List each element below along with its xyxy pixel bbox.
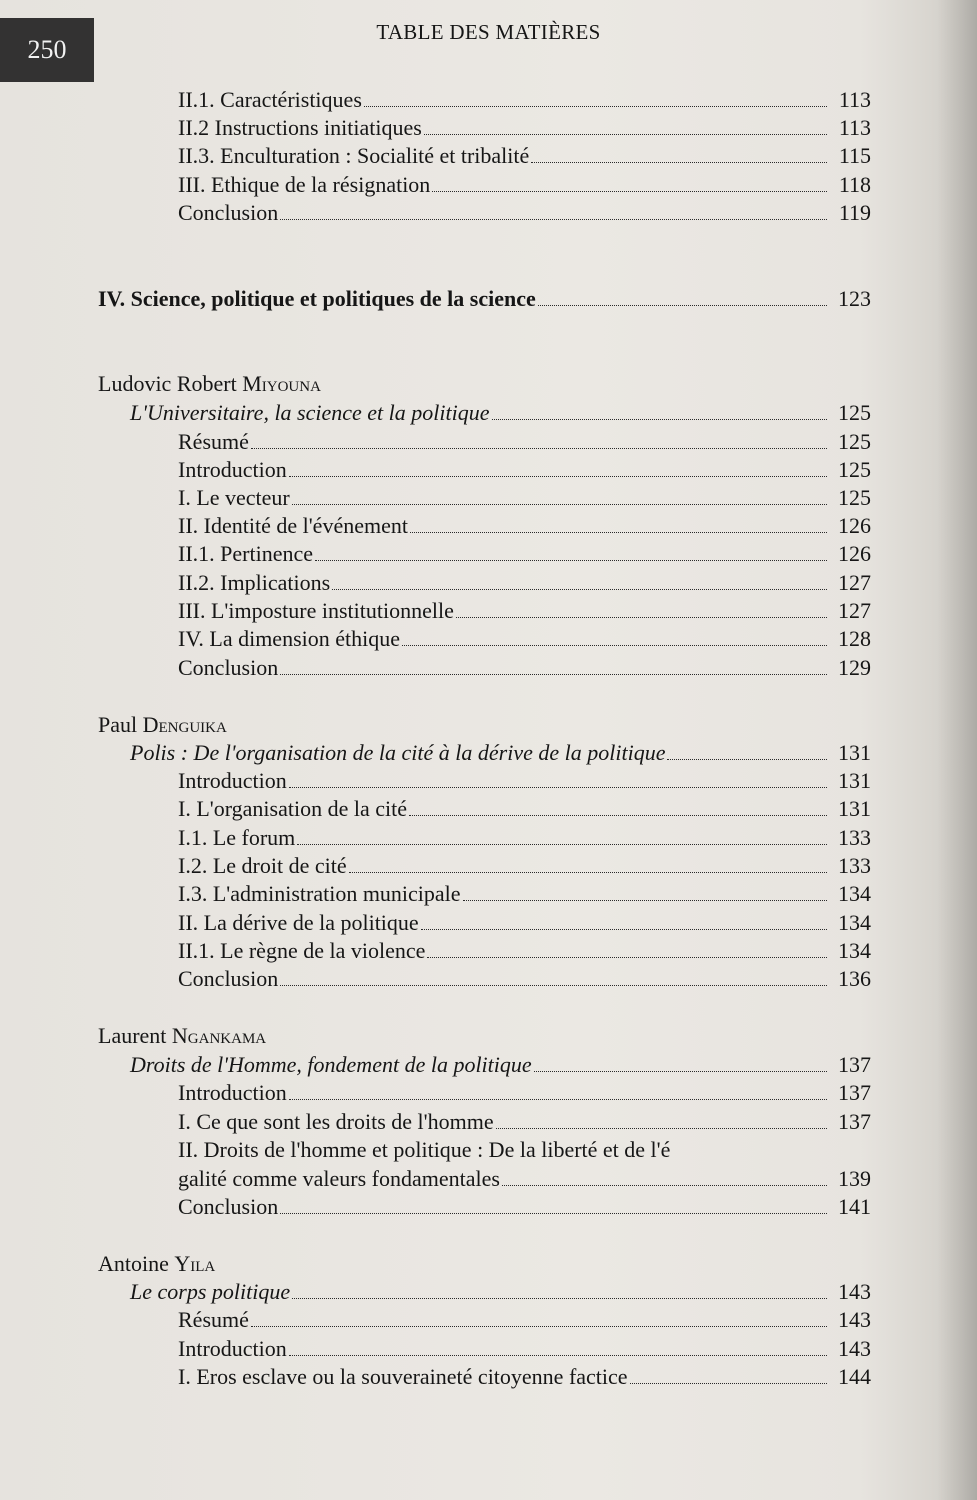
toc-entry[interactable] bbox=[178, 171, 871, 199]
toc-entry-title: Introduction bbox=[178, 768, 287, 793]
toc-entry-title: I.1. Le forum bbox=[178, 825, 296, 850]
toc-entry-title: IV. La dimension éthique bbox=[178, 626, 400, 651]
author-name bbox=[98, 1022, 266, 1050]
toc-entry-page: 143 bbox=[838, 1307, 871, 1332]
toc-entry[interactable] bbox=[178, 1108, 871, 1136]
article-page: 131 bbox=[838, 740, 871, 765]
toc-entry[interactable] bbox=[178, 767, 871, 795]
toc-entry-title-line1[interactable]: II. Droits de l'homme et politique : De la liberté et de l'é bbox=[178, 1137, 671, 1162]
leader-dots bbox=[364, 106, 827, 107]
toc-entry-title: III. Ethique de la résignation bbox=[178, 172, 431, 197]
toc-entry-title: II.2. Implications bbox=[178, 570, 331, 595]
toc-entry-page: 131 bbox=[838, 768, 871, 793]
article-title: Polis : De l'organisation de la cité à la dérive de la politique bbox=[130, 740, 666, 765]
leader-dots bbox=[538, 305, 827, 306]
toc-entry-page: 134 bbox=[838, 910, 871, 935]
leader-dots bbox=[421, 929, 827, 930]
leader-dots bbox=[292, 1298, 827, 1299]
toc-entry-title: II.3. Enculturation : Socialité et tribalité bbox=[178, 143, 530, 168]
leader-dots bbox=[289, 787, 827, 788]
toc-entry[interactable] bbox=[178, 1193, 871, 1221]
leader-dots bbox=[349, 872, 827, 873]
toc-entry[interactable] bbox=[178, 597, 871, 625]
author-first-name: Ludovic Robert bbox=[98, 371, 237, 396]
toc-entry-page: 128 bbox=[838, 626, 871, 651]
toc-entry[interactable] bbox=[178, 909, 871, 937]
toc-entry-title: II.1. Le règne de la violence bbox=[178, 938, 426, 963]
article-title-entry[interactable] bbox=[130, 739, 871, 767]
toc-entry-title: Conclusion bbox=[178, 1194, 279, 1219]
toc-entry-title: Conclusion bbox=[178, 200, 279, 225]
leader-dots bbox=[251, 1326, 827, 1327]
author-name bbox=[98, 370, 321, 398]
toc-entry-page: 125 bbox=[838, 429, 871, 454]
toc-entry-page: 133 bbox=[838, 853, 871, 878]
article-title: Le corps politique bbox=[130, 1279, 291, 1304]
author-last-name: Ngankama bbox=[171, 1023, 267, 1048]
toc-entry[interactable] bbox=[178, 1363, 871, 1391]
leader-dots bbox=[630, 1383, 827, 1384]
leader-dots bbox=[251, 448, 827, 449]
toc-entry-title: Introduction bbox=[178, 1336, 287, 1361]
toc-part-heading[interactable] bbox=[98, 285, 871, 313]
leader-dots bbox=[289, 476, 827, 477]
toc-entry-title: Résumé bbox=[178, 429, 249, 454]
toc-entry-page: 137 bbox=[838, 1080, 871, 1105]
toc-entry[interactable] bbox=[178, 199, 871, 227]
leader-dots bbox=[280, 1213, 827, 1214]
leader-dots bbox=[496, 1128, 827, 1129]
toc-entry[interactable] bbox=[178, 654, 871, 682]
toc-entry-page: 133 bbox=[838, 825, 871, 850]
toc-entry[interactable] bbox=[178, 880, 871, 908]
author-first-name: Laurent bbox=[98, 1023, 167, 1048]
toc-entry[interactable] bbox=[178, 86, 871, 114]
toc-entry-page: 141 bbox=[838, 1194, 871, 1219]
toc-entry-page: 139 bbox=[838, 1166, 871, 1191]
toc-entry[interactable] bbox=[178, 852, 871, 880]
leader-dots bbox=[292, 504, 827, 505]
toc-entry[interactable] bbox=[178, 512, 871, 540]
article-title: L'Universitaire, la science et la politique bbox=[130, 400, 490, 425]
leader-dots bbox=[289, 1355, 827, 1356]
toc-entry[interactable] bbox=[178, 142, 871, 170]
toc-entry-page: 125 bbox=[838, 485, 871, 510]
article-page: 125 bbox=[838, 400, 871, 425]
toc-entry[interactable] bbox=[178, 540, 871, 568]
leader-dots bbox=[289, 1099, 827, 1100]
leader-dots bbox=[534, 1071, 827, 1072]
author-last-name: Yila bbox=[174, 1251, 216, 1276]
toc-entry[interactable] bbox=[178, 456, 871, 484]
part-page: 123 bbox=[838, 286, 871, 311]
toc-entry-title: I. Eros esclave ou la souveraineté citoyenne factice bbox=[178, 1364, 628, 1389]
author-name bbox=[98, 1250, 215, 1278]
toc-entry-page: 143 bbox=[838, 1336, 871, 1361]
toc-entry-title: I. Ce que sont les droits de l'homme bbox=[178, 1109, 494, 1134]
leader-dots bbox=[402, 645, 827, 646]
leader-dots bbox=[315, 560, 827, 561]
leader-dots bbox=[332, 589, 827, 590]
toc-entry-title: galité comme valeurs fondamentales bbox=[178, 1166, 500, 1191]
leader-dots bbox=[456, 617, 827, 618]
toc-entry-title: II. La dérive de la politique bbox=[178, 910, 419, 935]
toc-entry-title: Introduction bbox=[178, 457, 287, 482]
part-title: IV. Science, politique et politiques de la science bbox=[98, 286, 536, 311]
toc-entry[interactable] bbox=[178, 428, 871, 456]
leader-dots bbox=[409, 815, 827, 816]
toc-entry[interactable] bbox=[178, 824, 871, 852]
toc-entry-page: 113 bbox=[838, 87, 871, 112]
toc-entry-page: 131 bbox=[838, 796, 871, 821]
leader-dots bbox=[432, 191, 827, 192]
toc-entry-page: 126 bbox=[838, 513, 871, 538]
toc-entry-page: 113 bbox=[838, 115, 871, 140]
toc-entry-page: 127 bbox=[838, 570, 871, 595]
article-page: 137 bbox=[838, 1052, 871, 1077]
toc-entry-page: 115 bbox=[838, 143, 871, 168]
article-page: 143 bbox=[838, 1279, 871, 1304]
toc-entry-page: 144 bbox=[838, 1364, 871, 1389]
toc-entry-title: III. L'imposture institutionnelle bbox=[178, 598, 454, 623]
running-header: TABLE DES MATIÈRES bbox=[376, 20, 601, 44]
toc-entry-title: Conclusion bbox=[178, 966, 279, 991]
toc-entry[interactable] bbox=[178, 965, 871, 993]
toc-entry[interactable] bbox=[178, 1335, 871, 1363]
toc-entry[interactable] bbox=[178, 569, 871, 597]
leader-dots bbox=[280, 985, 827, 986]
author-last-name: Denguika bbox=[142, 712, 227, 737]
toc-entry[interactable] bbox=[178, 1079, 871, 1107]
toc-entry[interactable] bbox=[178, 114, 871, 142]
toc-entry-title: I. L'organisation de la cité bbox=[178, 796, 407, 821]
toc-entry-title: II.1. Pertinence bbox=[178, 541, 313, 566]
leader-dots bbox=[531, 162, 827, 163]
leader-dots bbox=[492, 419, 828, 420]
toc-entry-title: I. Le vecteur bbox=[178, 485, 290, 510]
toc-entry-page: 134 bbox=[838, 938, 871, 963]
toc-entry-page: 137 bbox=[838, 1109, 871, 1134]
toc-entry-title: II.2 Instructions initiatiques bbox=[178, 115, 422, 140]
toc-entry-title: Résumé bbox=[178, 1307, 249, 1332]
toc-entry[interactable] bbox=[178, 625, 871, 653]
toc-entry-page: 129 bbox=[838, 655, 871, 680]
toc-entry-title: II. Identité de l'événement bbox=[178, 513, 408, 538]
leader-dots bbox=[280, 219, 827, 220]
article-title-entry[interactable] bbox=[130, 1051, 871, 1079]
toc-entry-title: Conclusion bbox=[178, 655, 279, 680]
toc-entry[interactable] bbox=[178, 1306, 871, 1334]
article-title-entry[interactable] bbox=[130, 1278, 871, 1306]
leader-dots bbox=[297, 844, 827, 845]
toc-entry-title: I.3. L'administration municipale bbox=[178, 881, 461, 906]
toc-entry-title: I.2. Le droit de cité bbox=[178, 853, 347, 878]
leader-dots bbox=[667, 759, 827, 760]
toc-entry-page: 119 bbox=[838, 200, 871, 225]
spine-shadow bbox=[937, 0, 977, 1500]
author-first-name: Antoine bbox=[98, 1251, 169, 1276]
leader-dots bbox=[410, 532, 827, 533]
leader-dots bbox=[463, 900, 827, 901]
leader-dots bbox=[502, 1185, 827, 1186]
toc-entry-page: 118 bbox=[838, 172, 871, 197]
toc-entry-page: 134 bbox=[838, 881, 871, 906]
toc-entry[interactable] bbox=[178, 484, 871, 512]
author-name bbox=[98, 711, 227, 739]
page-number: 250 bbox=[27, 35, 67, 64]
toc-entry[interactable] bbox=[178, 795, 871, 823]
toc-entry-page: 125 bbox=[838, 457, 871, 482]
leader-dots bbox=[280, 674, 827, 675]
toc-entry[interactable] bbox=[178, 1165, 871, 1193]
author-last-name: Miyouna bbox=[242, 371, 321, 396]
toc-entry-page: 126 bbox=[838, 541, 871, 566]
article-title: Droits de l'Homme, fondement de la politique bbox=[130, 1052, 532, 1077]
leader-dots bbox=[424, 134, 827, 135]
toc-entry-page: 136 bbox=[838, 966, 871, 991]
toc-entry[interactable] bbox=[178, 937, 871, 965]
leader-dots bbox=[427, 957, 827, 958]
author-first-name: Paul bbox=[98, 712, 138, 737]
toc-entry-title: II.1. Caractéristiques bbox=[178, 87, 362, 112]
toc-entry-title: Introduction bbox=[178, 1080, 287, 1105]
article-title-entry[interactable] bbox=[130, 399, 871, 427]
toc-entry-page: 127 bbox=[838, 598, 871, 623]
